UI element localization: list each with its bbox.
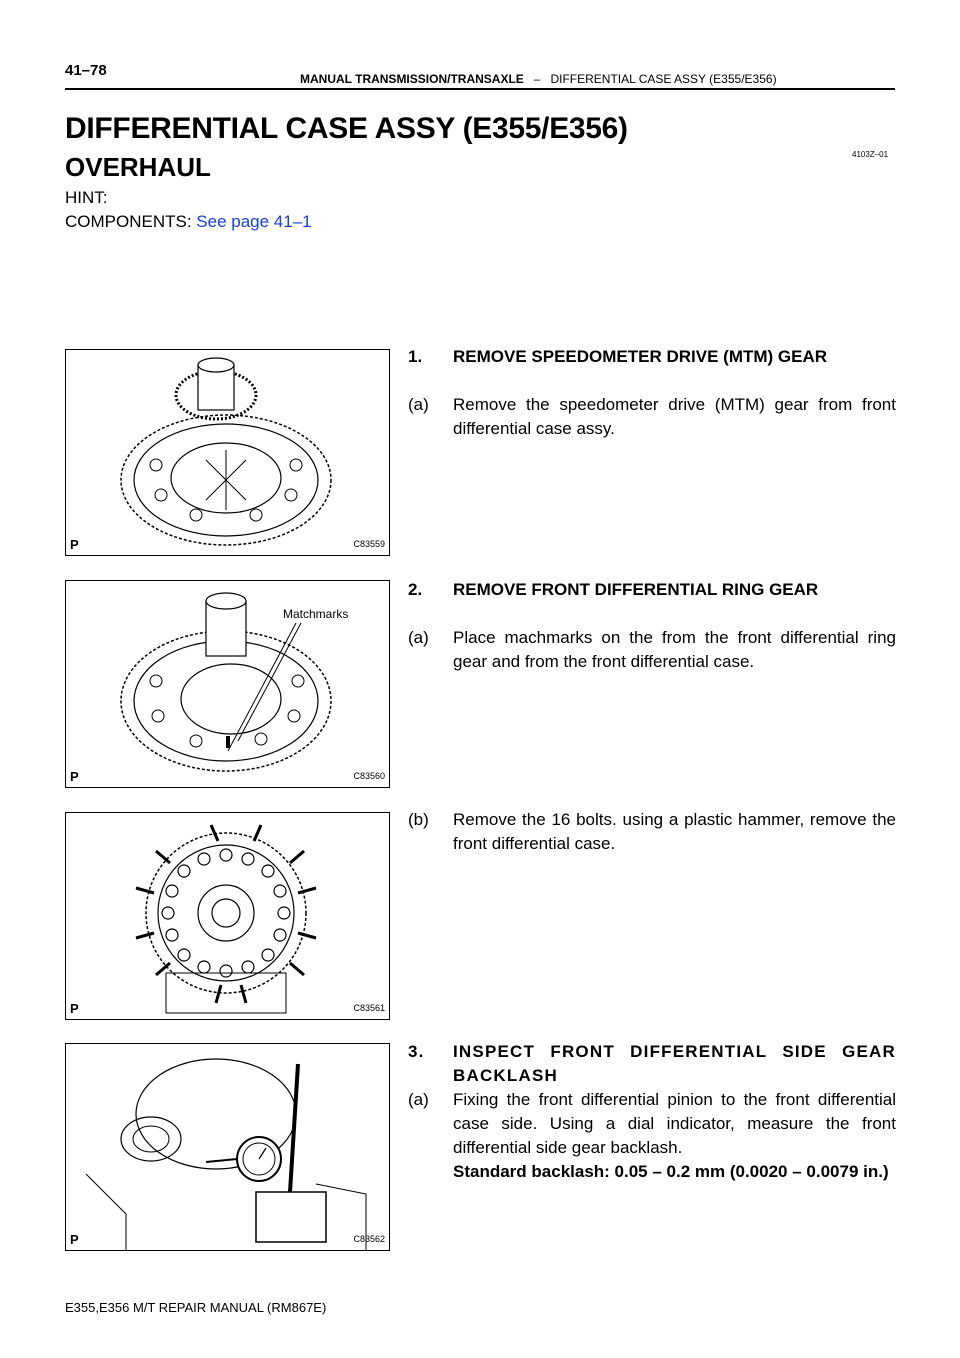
header-subsection: DIFFERENTIAL CASE ASSY (E355/E356)	[550, 72, 777, 86]
step-text: REMOVE FRONT DIFFERENTIAL RING GEAR	[453, 580, 819, 599]
figure-bolt-removal	[65, 812, 390, 1020]
figure-dial-indicator	[65, 1043, 390, 1251]
step-number: 1.	[408, 347, 423, 366]
section-title: OVERHAUL	[65, 152, 211, 182]
dial-indicator-illustration	[66, 1044, 389, 1250]
figure-p-mark: P	[70, 1232, 79, 1247]
reference-code: 4103Z–01	[852, 150, 889, 159]
figure-code: C83560	[353, 771, 385, 781]
step-1a	[408, 393, 896, 441]
step-3a	[408, 1088, 896, 1160]
figure-code: C83561	[353, 1003, 385, 1013]
step-number: 3.	[408, 1042, 425, 1061]
footer: E355,E356 M/T REPAIR MANUAL (RM867E)	[65, 1300, 327, 1315]
components-label: COMPONENTS:	[65, 212, 192, 231]
figure-code: C83562	[353, 1234, 385, 1244]
page-number: 41–78	[65, 62, 107, 79]
spec-text: Standard backlash: 0.05 – 0.2 mm (0.0020 – 0.0079 in.)	[453, 1162, 889, 1181]
step-2b	[408, 808, 896, 856]
step-number: (b)	[408, 810, 429, 829]
step-text: INSPECT FRONT DIFFERENTIAL SIDE GEAR BACKLASH	[453, 1042, 896, 1085]
running-header	[300, 72, 777, 86]
differential-gear-illustration	[66, 350, 389, 555]
step-text: REMOVE SPEEDOMETER DRIVE (MTM) GEAR	[453, 347, 828, 366]
step-text: Fixing the front differential pinion to the front differential case side. Using a dial indicator, measure the front differential side gear backlash.	[453, 1090, 896, 1157]
components-link[interactable]: See page 41–1	[196, 212, 312, 231]
header-section: MANUAL TRANSMISSION/TRANSAXLE	[300, 72, 524, 86]
figure-p-mark: P	[70, 769, 79, 784]
header-rule	[65, 88, 895, 90]
figure-speedometer-gear	[65, 349, 390, 556]
page-title: DIFFERENTIAL CASE ASSY (E355/E356)	[65, 112, 628, 145]
step-1-heading	[408, 345, 896, 369]
step-number: (a)	[408, 1090, 429, 1109]
figure-code: C83559	[353, 539, 385, 549]
step-text: Remove the 16 bolts. using a plastic hammer, remove the front differential case.	[453, 810, 896, 853]
figure-p-mark: P	[70, 1001, 79, 1016]
header-separator: –	[533, 72, 541, 86]
step-number: (a)	[408, 395, 429, 414]
step-text: Remove the speedometer drive (MTM) gear from front differential case assy.	[453, 395, 896, 438]
step-2a	[408, 626, 896, 674]
hint-label: HINT:	[65, 188, 108, 207]
step-3-heading	[408, 1040, 896, 1088]
figure-p-mark: P	[70, 537, 79, 552]
step-2-heading	[408, 578, 896, 602]
matchmarks-callout: Matchmarks	[283, 607, 349, 621]
figure-ring-gear-matchmarks	[65, 580, 390, 788]
backlash-spec	[408, 1160, 896, 1184]
step-number: (a)	[408, 628, 429, 647]
step-number: 2.	[408, 580, 423, 599]
step-text: Place machmarks on the from the front differential ring gear and from the front differential case.	[453, 628, 896, 671]
bolt-pattern-illustration	[66, 813, 389, 1019]
components-line	[65, 212, 312, 232]
